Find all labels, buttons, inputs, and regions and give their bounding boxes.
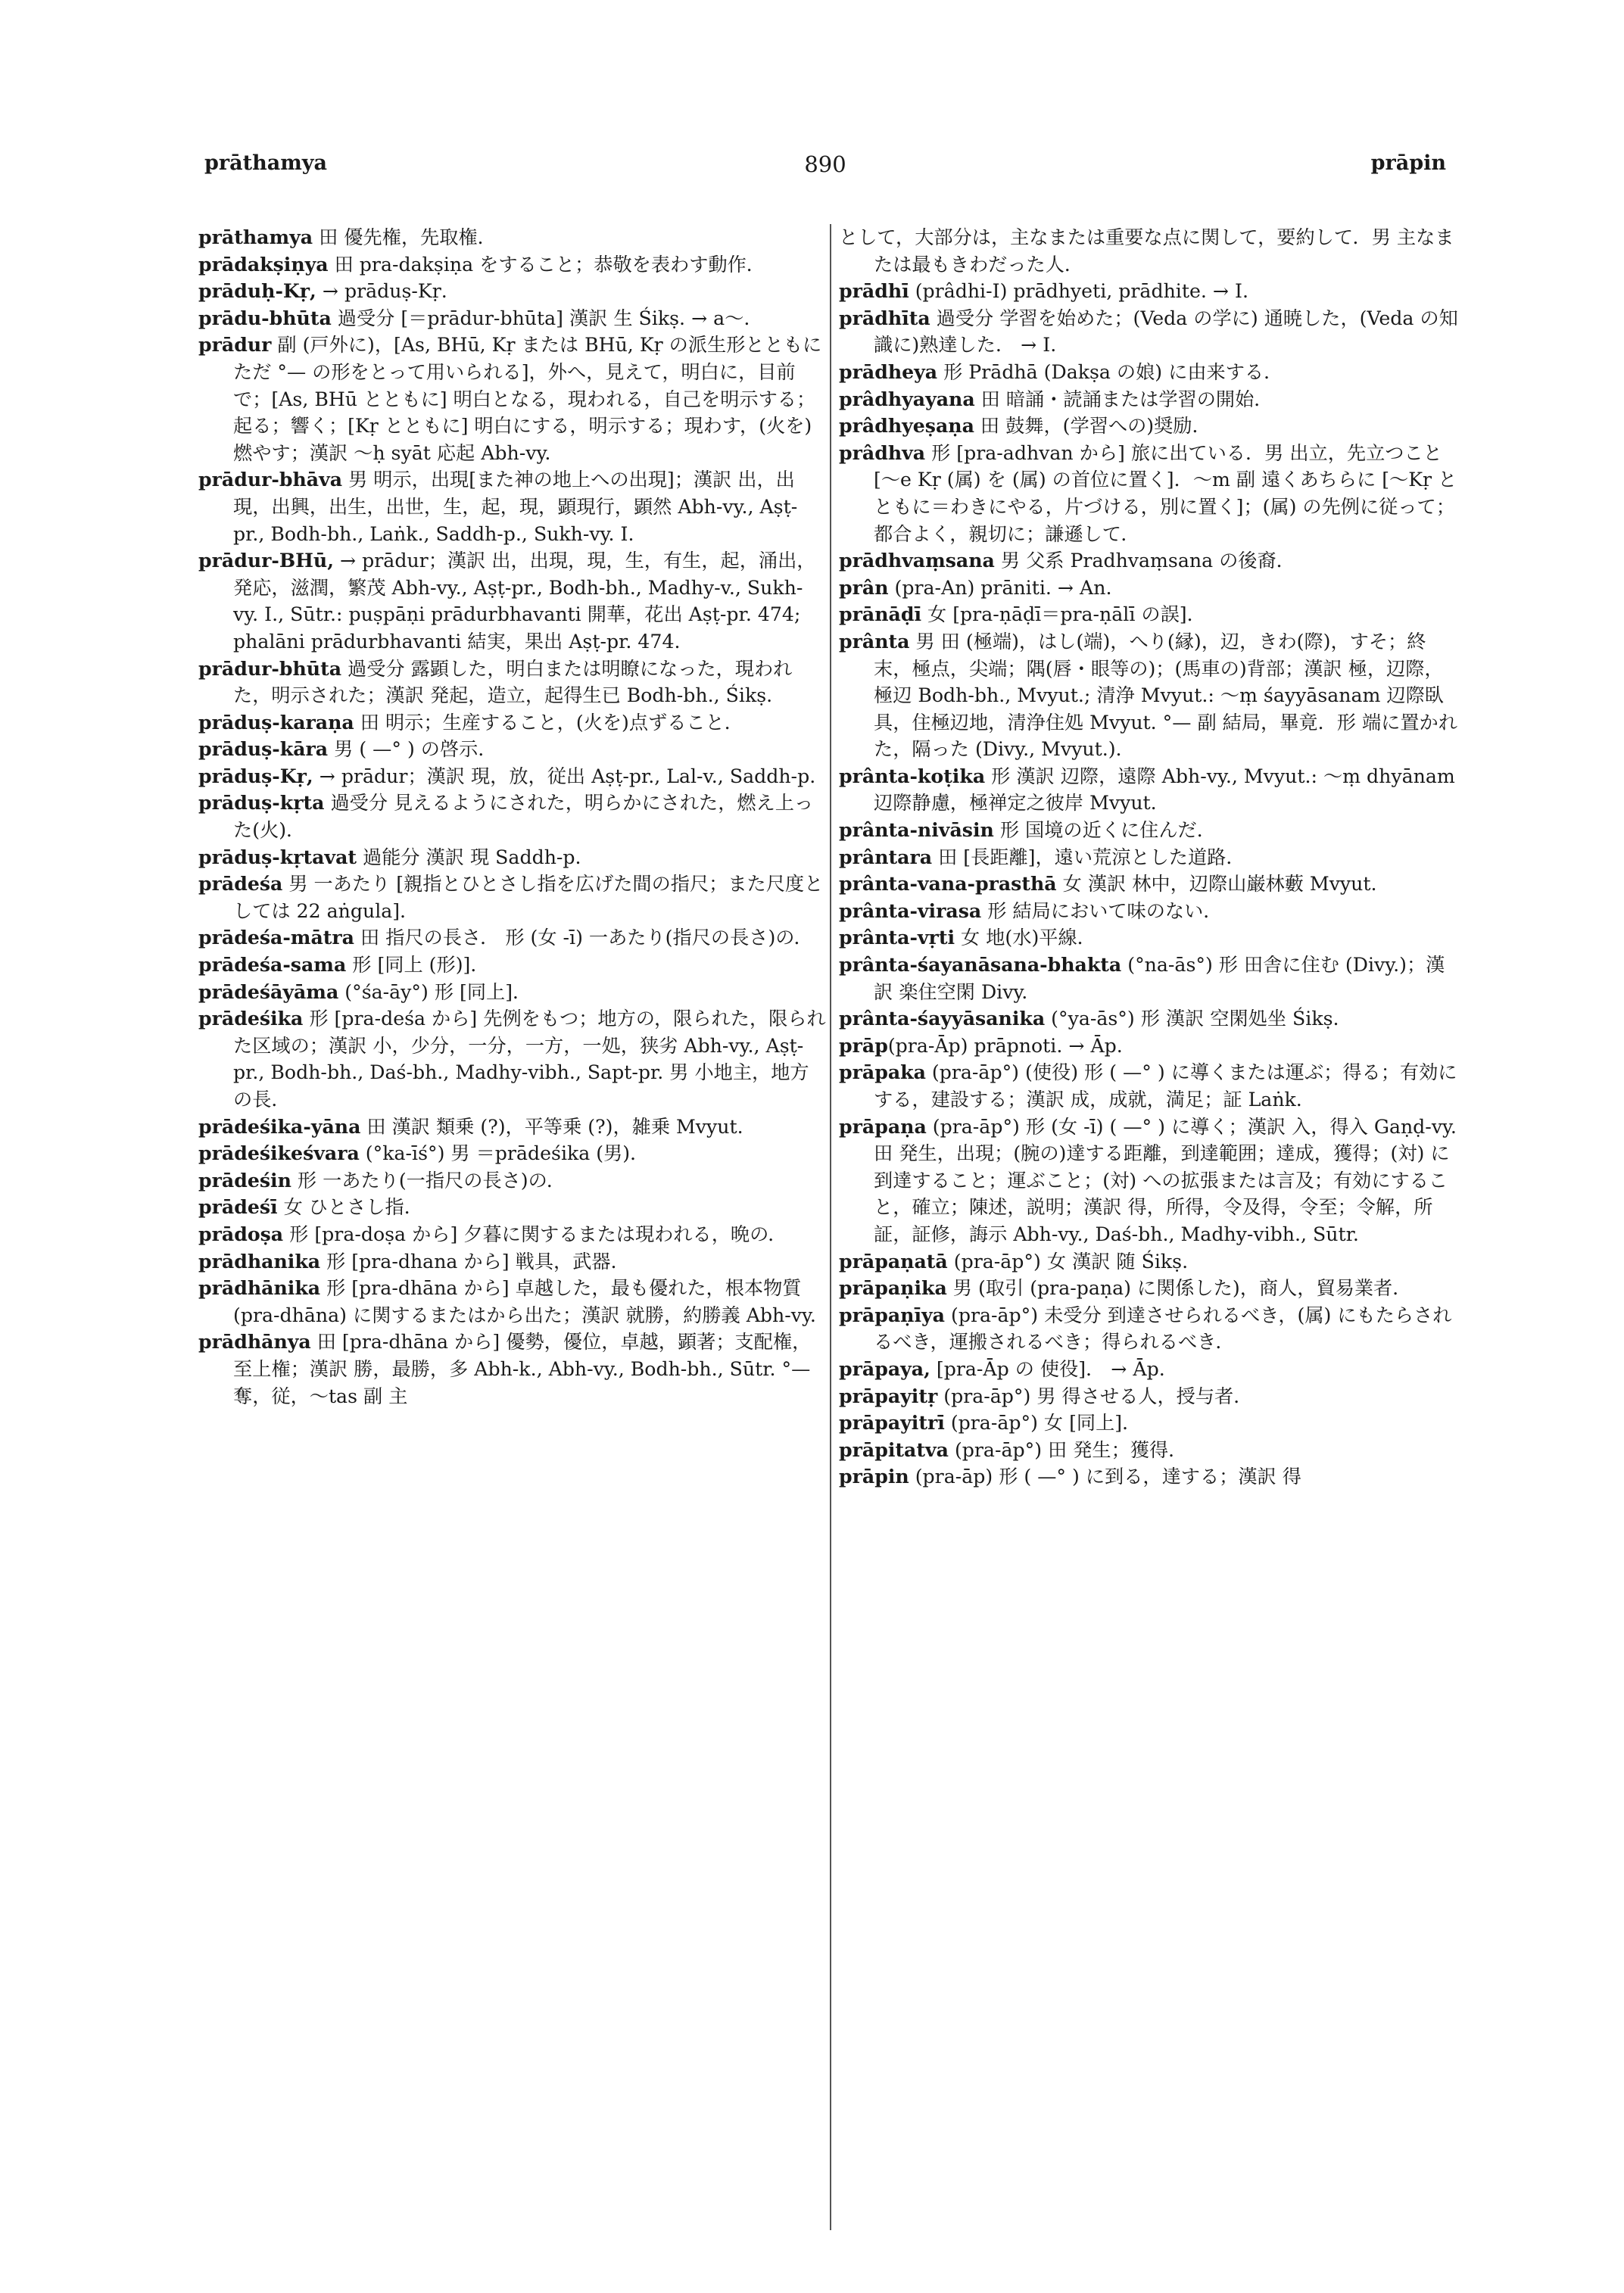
page-number: 890: [804, 151, 846, 177]
entry-headword: prādhī: [839, 279, 909, 303]
entry-definition: 形 [pra-deśa から] 先例をもつ；地方の，限られた，限られた区域の；漢訳 小，少分，一分，一方，一処，狭劣 Abh-vy., Aṣṭ-pr., Bodh-bh., Daś-bh., Madhy-vibh., Sapt-pr. 男 小地主，地方の長．: [233, 1008, 826, 1111]
entry-definition: (pra-āp°) 男 得させる人，授与者．: [937, 1385, 1253, 1407]
dictionary-entry: [198, 790, 827, 843]
entry-headword: prādhvaṃsana: [839, 549, 995, 572]
dictionary-entry: [198, 1329, 827, 1410]
entry-definition: (°śa-āy°) 形 [同上]．: [338, 980, 532, 1003]
entry-headword: prādhānya: [198, 1330, 311, 1354]
entry-definition: 形 [pra-dhana から] 戦具，武器．: [320, 1250, 630, 1273]
entry-definition: 過受分 学習を始めた；(Veda の学に) 通暁した，(Veda の知識に)熟達した． → I.: [874, 307, 1458, 357]
running-head-right: prāpin: [1370, 151, 1446, 175]
entry-headword: prāpaya,: [839, 1357, 930, 1380]
entry-definition: (°ka-īś°) 男 ＝prādeśika (男)．: [359, 1142, 650, 1165]
entry-headword: prāpaṇīya: [839, 1303, 945, 1326]
dictionary-entry: [839, 1248, 1460, 1276]
dictionary-entry: [839, 601, 1460, 628]
dictionary-entry: [839, 1302, 1460, 1356]
entry-headword: prāpin: [839, 1465, 909, 1488]
dictionary-entry: [839, 413, 1460, 440]
entry-headword: prāp: [839, 1033, 888, 1057]
entry-headword: prāpaṇa: [839, 1114, 927, 1138]
dictionary-entry: [198, 736, 827, 763]
entry-headword: prânta-koṭika: [839, 764, 986, 787]
entry-headword: prādeśika: [198, 1007, 304, 1030]
column-divider: [830, 224, 831, 2230]
dictionary-entry: [839, 924, 1460, 952]
entry-definition: → prāduṣ-Kṛ.: [316, 280, 447, 303]
entry-definition: 形 国境の近くに住んだ．: [993, 819, 1216, 842]
dictionary-entry: [839, 871, 1460, 898]
dictionary-entry: [839, 898, 1460, 925]
entry-definition: 田 鼓舞，(学習への)奨励．: [974, 415, 1211, 438]
entry-headword: prân: [839, 575, 889, 599]
entry-headword: prādur: [198, 333, 272, 357]
entry-definition: 女 ひとさし指．: [277, 1196, 423, 1219]
entry-definition: 田 指尺の長さ． 形 (女 -ī) 一あたり(指尺の長さ)の．: [354, 927, 813, 949]
entry-headword: prânta-nivāsin: [839, 818, 994, 842]
dictionary-entry: [198, 1114, 827, 1141]
dictionary-entry: [198, 979, 827, 1006]
entry-headword: prādur-BHū,: [198, 549, 335, 572]
dictionary-entry: [198, 656, 827, 709]
entry-headword: prânta-śayanāsana-bhakta: [839, 953, 1122, 977]
entry-headword: prâdhva: [839, 441, 926, 464]
dictionary-entry: [839, 1005, 1460, 1033]
entry-definition: (°na-ās°) 形 田舎に住む (Divy.)；漢訳 楽住空閑 Divy.: [874, 954, 1445, 1003]
entry-definition: 田 [長距離]，遠い荒涼とした道路．: [932, 846, 1245, 868]
entry-definition: 女 漢訳 林中，辺際山巌林藪 Mvyut.: [1056, 873, 1377, 896]
dictionary-entry: [198, 844, 827, 871]
entry-headword: prādeśa-mātra: [198, 926, 354, 949]
dictionary-entry: [198, 924, 827, 952]
dictionary-entry: [839, 224, 1460, 278]
dictionary-entry: [839, 1114, 1460, 1248]
entry-headword: prādheya: [839, 360, 938, 383]
entry-definition: 女 地(水)平線．: [955, 927, 1096, 949]
entry-headword: prāpaṇika: [839, 1276, 947, 1300]
entry-definition: 男 ( —° ) の啓示．: [328, 738, 497, 761]
entry-headword: prânta: [839, 629, 910, 653]
entry-headword: prânta-vana-prasthā: [839, 872, 1057, 896]
entry-definition: (pra-āp°) (使役) 形 ( —° ) に導くまたは運ぶ；得る；有効にする，建設する；漢訳 成，成就，満足；証 Laṅk.: [874, 1061, 1457, 1111]
entry-headword: prādeśika-yāna: [198, 1114, 361, 1138]
entry-definition: 形 漢訳 辺際，遠際 Abh-vy., Mvyut.: 〜ṃ dhyānam 辺際静慮，極禅定之彼岸 Mvyut.: [874, 765, 1455, 815]
entry-headword: prāduṣ-kṛta: [198, 791, 325, 815]
dictionary-entry: [198, 305, 827, 332]
dictionary-entry: [839, 278, 1460, 305]
page-header: [204, 151, 1446, 189]
entry-headword: prāduṣ-Kṛ,: [198, 764, 313, 787]
entry-definition: (pra-āp°) 女 漢訳 随 Śikṣ.: [947, 1250, 1189, 1273]
entry-headword: prādakṣiṇya: [198, 252, 329, 276]
dictionary-entry: [839, 386, 1460, 413]
dictionary-entry: [839, 817, 1460, 844]
entry-headword: prāpayitrī: [839, 1411, 945, 1435]
entry-headword: prādeśin: [198, 1168, 291, 1192]
entry-headword: prâdhyayana: [839, 387, 975, 410]
entry-headword: prāduḥ-Kṛ,: [198, 279, 316, 303]
dictionary-entry: [198, 1140, 827, 1167]
entry-headword: prādhīta: [839, 306, 930, 329]
entry-definition: (pra-An) prāniti. → An.: [888, 576, 1112, 599]
dictionary-entry: [839, 547, 1460, 575]
dictionary-entry: [198, 1167, 827, 1195]
entry-definition: 形 [pra-doṣa から] 夕暮に関するまたは現われる，晩の．: [283, 1223, 787, 1245]
entry-headword: prādhanika: [198, 1249, 321, 1273]
entry-definition: 形 [同上 (形)]．: [346, 954, 490, 977]
dictionary-entry: [839, 1463, 1460, 1491]
entry-definition: として，大部分は，主なまたは重要な点に関して，要約して．男 主なまたは最もきわだった人．: [839, 226, 1454, 276]
entry-definition: (prâdhi-I) prādhyeti, prādhite. → I.: [909, 280, 1248, 303]
entry-headword: prādeśāyāma: [198, 980, 339, 1003]
dictionary-entry: [839, 1356, 1460, 1383]
entry-definition: 男 明示，出現[また神の地上への出現]；漢訳 出，出現，出興，出生，出世，生，起，現，顕現行，顕然 Abh-vy., Aṣṭ-pr., Bodh-bh., Laṅk., Saddh-p., Sukh-vy. I.: [233, 469, 798, 545]
entry-headword: prāduṣ-kṛtavat: [198, 845, 357, 868]
dictionary-entry: [198, 763, 827, 790]
entry-definition: 女 [pra-ṇāḍī＝pra-ṇālī の誤]．: [921, 603, 1206, 626]
entry-definition: 男 (取引 (pra-paṇa) に関係した)，商人，貿易業者．: [946, 1277, 1412, 1300]
entry-definition: (°ya-ās°) 形 漢訳 空閑処坐 Śikṣ.: [1045, 1008, 1339, 1030]
entry-definition: → prādur；漢訳 出，出現，現，生，有生，起，涌出，発応，滋潤，繁茂 Abh-vy., Aṣṭ-pr., Bodh-bh., Madhy-v., Sukh-vy. I., Sūtr.: puṣpāṇi prādurbhavanti 開華，花出 Aṣṭ-pr. 474; phalāni prādurbhavanti 結実，果出 Aṣṭ-pr. 474.: [233, 550, 816, 653]
entry-definition: (pra-āp°) 未受分 到達させられるべき，(属) にもたらされるべき，運搬されるべき；得られるべき．: [874, 1304, 1452, 1354]
entry-definition: (pra-Āp) prāpnoti. → Āp.: [887, 1034, 1123, 1057]
entry-definition: [pra-Āp の 使役]． → Āp.: [930, 1357, 1165, 1380]
entry-headword: prāpitatva: [839, 1438, 949, 1461]
dictionary-entry: [198, 332, 827, 466]
dictionary-entry: [198, 1248, 827, 1276]
entry-definition: 形 Prādhā (Dakṣa の娘) に由来する．: [937, 360, 1283, 383]
entry-definition: 形 [pra-adhvan から] 旅に出ている．男 出立，先立つこと [〜e Kṛ (属) を (属) の首位に置く]．〜m 副 遠くあちらに [〜Kṛ とともに＝わきにやる，片づける，別に置く]；(属) の先例に従って；都合よく，親切に；謙遜して．: [874, 441, 1457, 545]
entry-definition: 過受分 露顕した，明白または明瞭になった，現われた，明示された；漢訳 発起，造立，起得生已 Bodh-bh., Śikṣ.: [233, 657, 793, 707]
dictionary-entry: [839, 1437, 1460, 1464]
entry-definition: 田 [pra-dhāna から] 優勢，優位，卓越，顕著；支配権，至上権；漢訳 勝，最勝，多 Abh-k., Abh-vy., Bodh-bh., Sūtr. °— 奪，従，〜tas 副 主: [233, 1331, 812, 1407]
entry-definition: (pra-āp) 形 ( —° ) に到る，達する；漢訳 得: [909, 1466, 1301, 1488]
entry-headword: prānāḍī: [839, 603, 922, 626]
dictionary-entry: [839, 1410, 1460, 1437]
entry-headword: prādeśikeśvara: [198, 1142, 360, 1165]
dictionary-entry: [198, 1194, 827, 1221]
left-column: [198, 224, 827, 1410]
dictionary-entry: [198, 224, 827, 251]
entry-headword: prādeśī: [198, 1195, 278, 1219]
dictionary-entry: [839, 305, 1460, 359]
entry-definition: 副 (戸外に)，[As, BHū, Kṛ または BHū, Kṛ の派生形とともにただ °— の形をとって用いられる]，外へ，見えて，明白に，目前で；[As, BHū とともに] 明白となる，現われる，自己を明示する；起る；響く；[Kṛ とともに] 明白にする，明示する；現わす，(火を)燃やす；漢訳 〜ḥ syāt 応起 Abh-vy.: [233, 334, 822, 464]
dictionary-entry: [839, 628, 1460, 763]
dictionary-entry: [839, 1383, 1460, 1410]
dictionary-entry: [198, 1005, 827, 1113]
dictionary-entry: [839, 575, 1460, 602]
dictionary-entry: [839, 952, 1460, 1005]
entry-definition: 形 [pra-dhāna から] 卓越した，最も優れた，根本物質 (pra-dhāna) に関するまたはから出た；漢訳 就勝，約勝義 Abh-vy.: [233, 1277, 816, 1326]
entry-headword: prāduṣ-kāra: [198, 737, 329, 761]
entry-definition: (pra-āp°) 形 (女 -ī) ( —° ) に導く；漢訳 入，得入 Gaṇḍ-vy. 田 発生，出現；(腕の)達する距離，到達範囲；達成，獲得；(対) に到達すること；運ぶこと；(対) への拡張または言及；有効にすること，確立；陳述，説明；漢訳 得，所得，令及得，令至；令解，所証，証修，誨示 Abh-vy., Daś-bh., Madhy-vibh., Sūtr.: [874, 1115, 1457, 1245]
dictionary-entry: [198, 1221, 827, 1248]
entry-definition: 男 田 (極端)，はし(端)，へり(縁)，辺，きわ(際)，すそ；終末，極点，尖端；隅(唇・眼等の)；(馬車の)背部；漢訳 極，辺際，極辺 Bodh-bh., Mvyut.; 清浄 Mvyut.: 〜ṃ śayyāsanam 辺際臥具，住極辺地，清浄住処 Mvyut. °— 副 結局，畢竟．形 端に置かれた，隔った (Divy., Mvyut.)．: [874, 630, 1457, 761]
entry-definition: 過受分 [＝prādur-bhūta] 漢訳 生 Śikṣ. → a〜.: [331, 307, 750, 329]
entry-headword: prāpaka: [839, 1061, 926, 1084]
dictionary-entry: [198, 547, 827, 655]
entry-headword: prādoṣa: [198, 1222, 284, 1245]
entry-definition: 形 一あたり(一指尺の長さ)の．: [291, 1169, 566, 1192]
dictionary-entry: [198, 1275, 827, 1329]
dictionary-entry: [839, 359, 1460, 386]
entry-definition: 形 結局において味のない．: [981, 899, 1223, 922]
running-head-left: prāthamya: [204, 151, 327, 175]
entry-headword: prādur-bhūta: [198, 656, 342, 680]
entry-headword: prânta-virasa: [839, 899, 982, 922]
entry-definition: (pra-āp°) 田 発生；獲得．: [948, 1438, 1188, 1461]
entry-definition: 田 pra-dakṣiṇa をすること；恭敬を表わす動作．: [328, 253, 765, 276]
dictionary-entry: [839, 440, 1460, 547]
entry-headword: prāthamya: [198, 226, 313, 248]
entry-definition: (pra-āp°) 女 [同上]．: [944, 1412, 1142, 1435]
entry-definition: 男 父系 Pradhvaṃsana の後裔．: [994, 550, 1295, 572]
dictionary-entry: [198, 871, 827, 924]
dictionary-entry: [198, 251, 827, 279]
dictionary-entry: [839, 1059, 1460, 1113]
entry-definition: 過受分 見えるようにされた，明らかにされた，燃え上った(火)．: [233, 792, 814, 842]
entry-definition: 田 優先権，先取権．: [313, 226, 497, 248]
entry-headword: prâdhyeṣaṇa: [839, 414, 974, 438]
dictionary-entry: [198, 952, 827, 979]
entry-definition: 田 暗誦・読誦または学習の開始．: [974, 388, 1273, 410]
dictionary-entry: [839, 1033, 1460, 1060]
entry-headword: prântara: [839, 845, 933, 868]
entry-headword: prādeśa-sama: [198, 953, 347, 977]
entry-headword: prādur-bhāva: [198, 468, 343, 491]
entry-headword: prādeśa: [198, 872, 283, 896]
dictionary-entry: [198, 466, 827, 547]
entry-headword: prādu-bhūta: [198, 306, 332, 329]
right-column: [839, 224, 1460, 1491]
entry-headword: prāpaṇatā: [839, 1249, 948, 1273]
entry-headword: prādhānika: [198, 1276, 321, 1300]
entry-definition: 田 漢訳 類乗 (?)，平等乗 (?)，雑乗 Mvyut.: [360, 1115, 743, 1138]
entry-definition: 田 明示；生産すること，(火を)点ずること．: [354, 711, 743, 734]
entry-headword: prāduṣ-karaṇa: [198, 710, 354, 734]
dictionary-entry: [198, 278, 827, 305]
entry-headword: prāpayitṛ: [839, 1384, 938, 1407]
dictionary-entry: [839, 844, 1460, 871]
entry-definition: → prādur；漢訳 現，放，従出 Aṣṭ-pr., Lal-v., Saddh-p.: [313, 765, 816, 787]
dictionary-entry: [198, 709, 827, 737]
entry-headword: prânta-śayyāsanika: [839, 1007, 1046, 1030]
dictionary-entry: [839, 763, 1460, 817]
dictionary-entry: [839, 1275, 1460, 1302]
entry-definition: 過能分 漢訳 現 Saddh-p.: [357, 846, 581, 868]
entry-definition: 男 一あたり [親指とひとさし指を広げた間の指尺；また尺度としては 22 aṅgula]．: [233, 873, 824, 922]
entry-headword: prânta-vṛti: [839, 926, 955, 949]
